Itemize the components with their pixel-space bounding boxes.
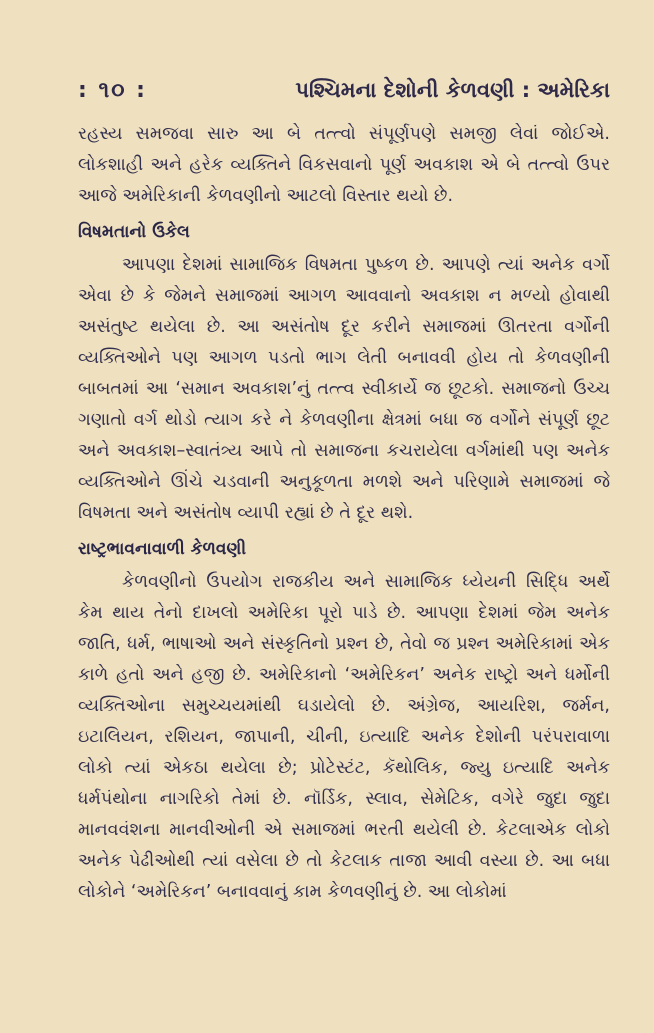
paragraph-inequality: આપણા દેશમાં સામાજિક વિષમતા પુષ્કળ છે. આપણે ત્યાં અનેક વર્ગો એવા છે કે જેમને સમાજમાં આગળ આવવાનો અવકાશ ન મળ્યો હોવાથી અસંતુષ્ટ થયેલા છે. આ અસંતોષ દૂર કરીને સમાજમાં ઊતરતા વર્ગોની વ્યક્તિઓને પણ આગળ પડતો ભાગ લેતી બનાવવી હોય તો કેળવણીની બાબતમાં આ ‘સમાન અવકાશ’નું તત્ત્વ સ્વીકાર્યે જ છૂટકો. સમાજનો ઉચ્ચ ગણાતો વર્ગ થોડો ત્યાગ કરે ને કેળવણીના ક્ષેત્રમાં બધા જ વર્ગોને સંપૂર્ણ છૂટ અને અવકાશ–સ્વાતંત્ર્ય આપે તો સમાજના કચરાયેલા વર્ગમાંથી પણ અનેક વ્યક્તિઓને ઊંચે ચડવાની અનુકૂળતા મળશે અને પરિણામે સમાજમાં જે વિષમતા અને અસંતોષ વ્યાપી રહ્યાં છે તે દૂર થશે. xyxy=(78,255,610,523)
page-number: : ૧૦ : xyxy=(78,78,147,103)
page-header xyxy=(78,78,610,103)
running-title: પશ્ચિમના દેશોની કેળવણી : અમેરિકા xyxy=(295,78,610,102)
paragraph-intro: રહસ્ય સમજવા સારુ આ બે તત્ત્વો સંપૂર્ણપણે સમજી લેવાં જોઈએ. લોકશાહી અને હરેક વ્યક્તિને વિકસવાનો પૂર્ણ અવકાશ એ બે તત્ત્વો ઉપર આજે અમેરિકાની કેળવણીનો આટલો વિસ્તાર થયો છે. xyxy=(78,124,610,206)
paragraph-national-education: કેળવણીનો ઉપયોગ રાજકીય અને સામાજિક ધ્યેયની સિદ્ધિ અર્થે કેમ થાય તેનો દાખલો અમેરિકા પૂરો પાડે છે. આપણા દેશમાં જેમ અનેક જાતિ, ધર્મ, ભાષાઓ અને સંસ્કૃતિનો પ્રશ્ન છે, તેવો જ પ્રશ્ન અમેરિકામાં એક કાળે હતો અને હજી છે. અમેરિકાનો ‘અમેરિકન’ અનેક રાષ્ટ્રો અને ધર્મોની વ્યક્તિઓના સમુચ્ચયમાંથી ઘડાયેલો છે. અંગ્રેજ, આયરિશ, જર્મન, ઇટાલિયન, રશિયન, જાપાની, ચીની, ઇત્યાદિ અનેક દેશોની પરંપરાવાળા લોકો ત્યાં એકઠા થયેલા છે; પ્રોટેસ્ટંટ, કૅથોલિક, જ્યુ ઇત્યાદિ અનેક ધર્મપંથોના નાગરિકો તેમાં છે. નૉર્ડિક, સ્લાવ, સેમેટિક, વગેરે જુદા જુદા માનવવંશના માનવીઓની એ સમાજમાં ભરતી થયેલી છે. કેટલાએક લોકો અનેક પેઢીઓથી ત્યાં વસેલા છે તો કેટલાક તાજા આવી વસ્યા છે. આ બધા લોકોને ‘અમેરિકન’ બનાવવાનું કામ કેળવણીનું છે. આ લોકોમાં xyxy=(78,572,610,902)
section-heading-inequality: વિષમતાનો ઉકેલ xyxy=(78,222,190,242)
section-heading-national-education: રાષ્ટ્રભાવનાવાળી કેળવણી xyxy=(78,539,247,559)
